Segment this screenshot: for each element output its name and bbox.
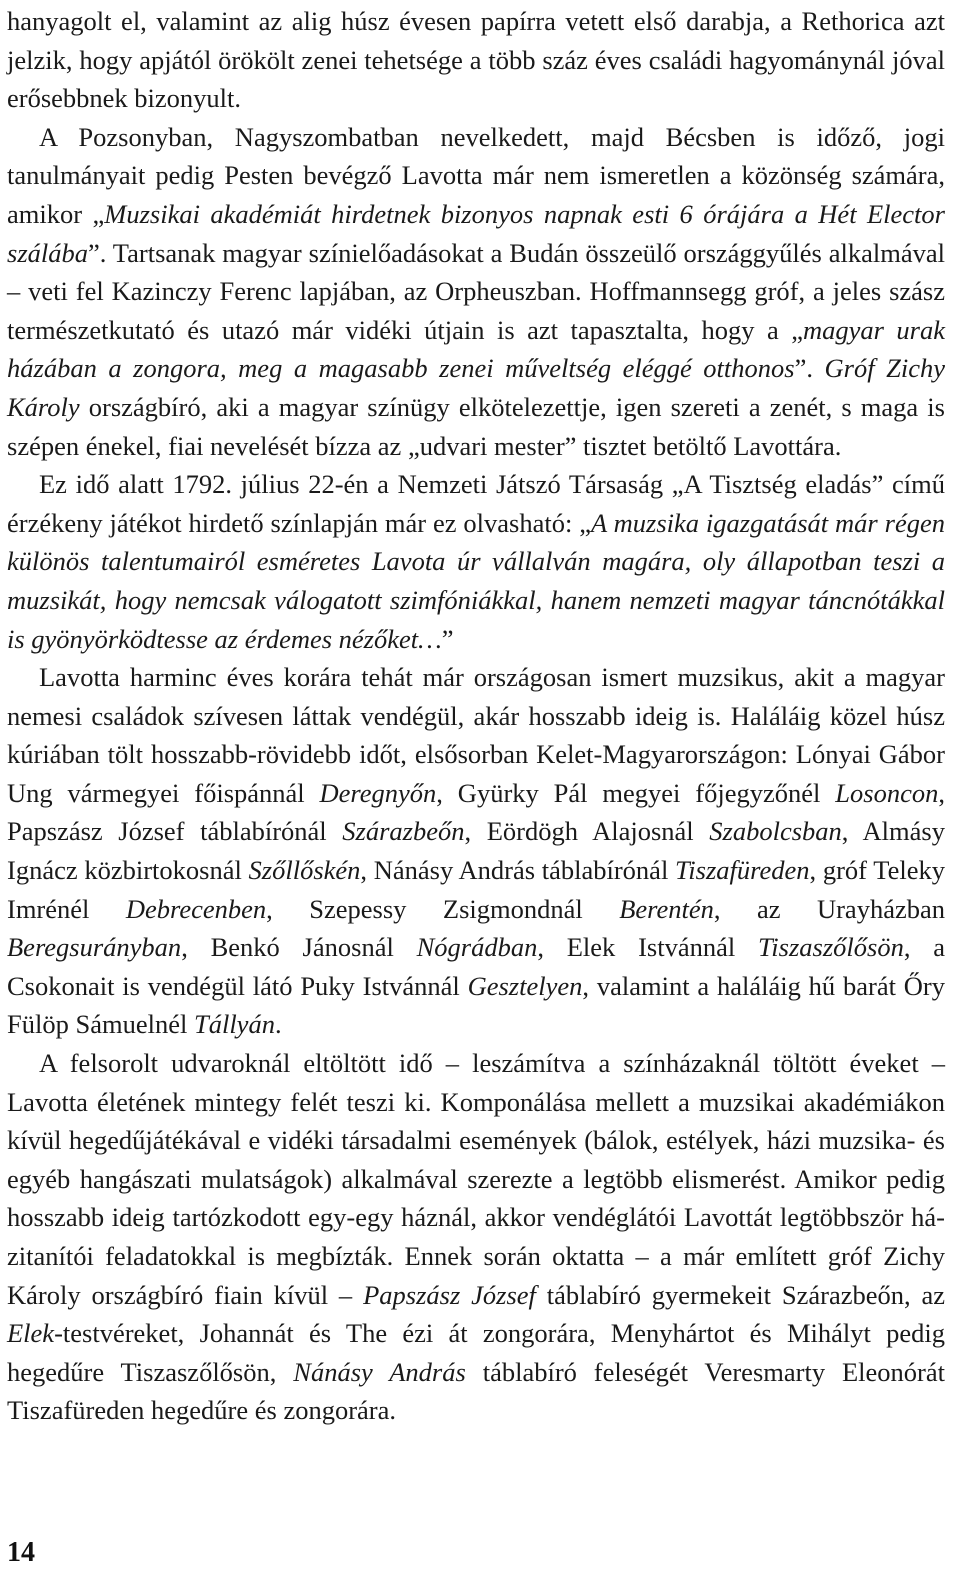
text-run: A Pozsonyban, Nagyszombatban nevelkedett, majd Bécsben is időző, jogi tanulmányait pedig Pesten bevégző Lavotta már nem ismeretlen a közönség számára, amikor „ — [7, 121, 945, 229]
text-run: , gróf Teleky Imrénél — [7, 855, 945, 924]
italic-text: Losoncon — [835, 777, 939, 808]
paragraph — [7, 118, 945, 465]
italic-text: Tiszaszőlősön — [758, 932, 904, 963]
italic-text: Szőllőskén — [248, 855, 361, 886]
italic-text: magyar urak házában a zongora, meg a magasabb zenei műveltség eléggé otthonos — [7, 314, 945, 384]
text-run: , Almásy Ignácz közbirtokosnál — [7, 816, 945, 886]
text-column — [7, 2, 945, 1430]
paragraph — [7, 465, 945, 658]
italic-text: Szabolcsban — [709, 816, 842, 847]
italic-text: Tállyán — [193, 1009, 275, 1040]
text-run: ”. Tartsanak magyar színielőadásokat a Budán összeülő országgyűlés alkalmával – veti fel Kazinczy Ferenc lapjában, az Orpheuszban. Hoffmannsegg gróf, a jeles szász természetkutató és utazó már vidéki útjain is azt tapasztalta, hogy a „ — [7, 237, 945, 345]
paragraph — [7, 1044, 945, 1430]
italic-text: Nógrádban — [416, 932, 538, 963]
text-run: , a Csokonait is vendégül látó Puky Istvánnál — [7, 932, 945, 1001]
text-run: , Benkó Jánosnál — [181, 932, 417, 963]
text-run: Lavotta harminc éves korára tehát már országosan ismert muzsikus, akit a magyar nemesi családok szívesen láttak vendégül, akár hosszabb ideig is. Haláláig közel húsz kúriában tölt hosszabb-rövidebb időt, elsősorban Kelet-Magyarországon: Lónyai Gábor Ung vármegyei főispánnál — [7, 662, 945, 808]
italic-text: Szárazbeőn — [342, 816, 465, 847]
italic-text: Nánásy András — [293, 1356, 466, 1387]
text-run: -testvéreket, Johannát és The ézi át zongorára, Menyhártot és Mihályt pedig hegedűre Tiszaszőlősön, — [7, 1318, 945, 1387]
italic-text: Elek — [7, 1318, 55, 1349]
text-run: táblabíró feleségét Veresmarty Eleonórát Tiszafüreden hegedűre és zongorára. — [7, 1356, 945, 1426]
italic-text: Gesztelyen — [467, 970, 583, 1001]
text-run: , Gyürky Pál megyei főjegyzőnél — [436, 777, 836, 808]
text-run: , Papszász József táblabírónál — [7, 777, 945, 847]
text-run: , Eördögh Alajosnál — [464, 816, 710, 847]
text-run: , valamint a haláláig hű barát Őry Fülöp Sámuelnél — [7, 970, 945, 1040]
text-run: , az Urayházban — [713, 893, 945, 924]
text-run: , Szepessy Zsigmondnál — [266, 893, 620, 924]
text-run: , Elek Istvánnál — [537, 932, 758, 963]
text-run: Ez idő alatt 1792. július 22-én a Nemzeti Játszó Társaság „A Tisztség eladás” című érzékeny játékot hirdető színlapján már ez olvasható: „ — [7, 469, 945, 538]
italic-text: Gróf Zichy Károly — [7, 353, 946, 422]
text-run: A felsorolt udvaroknál eltöltött idő – leszámítva a színházaknál töltött éveket – Lavotta életének mintegy felét teszi ki. Komponálása mellett a muzsikai akadémiákon kívül hegedűjátékával e vidéki társadalmi események (bálok, estélyek, házi muzsika- és egyéb hangászati mulatságok) alkalmával szerezte a legtöbb elismerést. Amikor pedig hosszabb ideig tartózkodott egy-egy háznál, akkor vendéglátói Lavottát legtöbbször házitanítói feladatokkal is megbízták. Ennek során oktatta – a már említett gróf Zichy Károly országbíró fiain kívül – — [7, 1048, 945, 1310]
text-run: hanyagolt el, valamint az alig húsz évesen papírra vetett első darabja, a Rethorica azt jelzik, hogy apjától örökölt zenei tehetsége a több száz éves családi hagyománynál jóval erősebbnek bizonyult. — [7, 6, 945, 114]
paragraph — [7, 2, 945, 118]
text-run: ”. — [794, 353, 825, 384]
text-run: országbíró, aki a magyar színügy elkötelezettje, igen szereti a zenét, s maga is szépen énekel, fiai nevelését bízza az „udvari mester” tisztet betöltő Lavottára. — [7, 391, 945, 461]
italic-text: Debrecenben — [125, 893, 267, 924]
italic-text: Deregnyőn — [319, 777, 437, 808]
italic-text: A muzsika igazgatását már régen különös talentumairól esméretes Lavota úr vállalván magára, oly állapotban teszi a muzsikát, hogy nemcsak válogatott szimfóniákkal, hanem nemzeti magyar táncnótákkal is gyönyörködtesse az érdemes nézőket… — [7, 507, 945, 654]
italic-text: Berentén — [619, 893, 714, 924]
page-body — [7, 2, 945, 1430]
italic-text: Beregsurányban — [7, 932, 182, 963]
paragraph — [7, 658, 945, 1044]
text-run: táblabíró gyermekeit Szárazbeőn, az — [535, 1279, 946, 1310]
italic-text: Muzsikai akadémiát hirdetnek bizonyos napnak esti 6 órájára a Hét Elector szálába — [7, 198, 945, 268]
text-run: , Nánásy András táblabírónál — [360, 855, 676, 886]
page-number: 14 — [7, 1537, 35, 1568]
text-run: ” — [441, 623, 454, 654]
italic-text: Papszász József — [363, 1279, 536, 1310]
text-run: . — [274, 1009, 282, 1040]
italic-text: Tiszafüreden — [675, 855, 810, 886]
